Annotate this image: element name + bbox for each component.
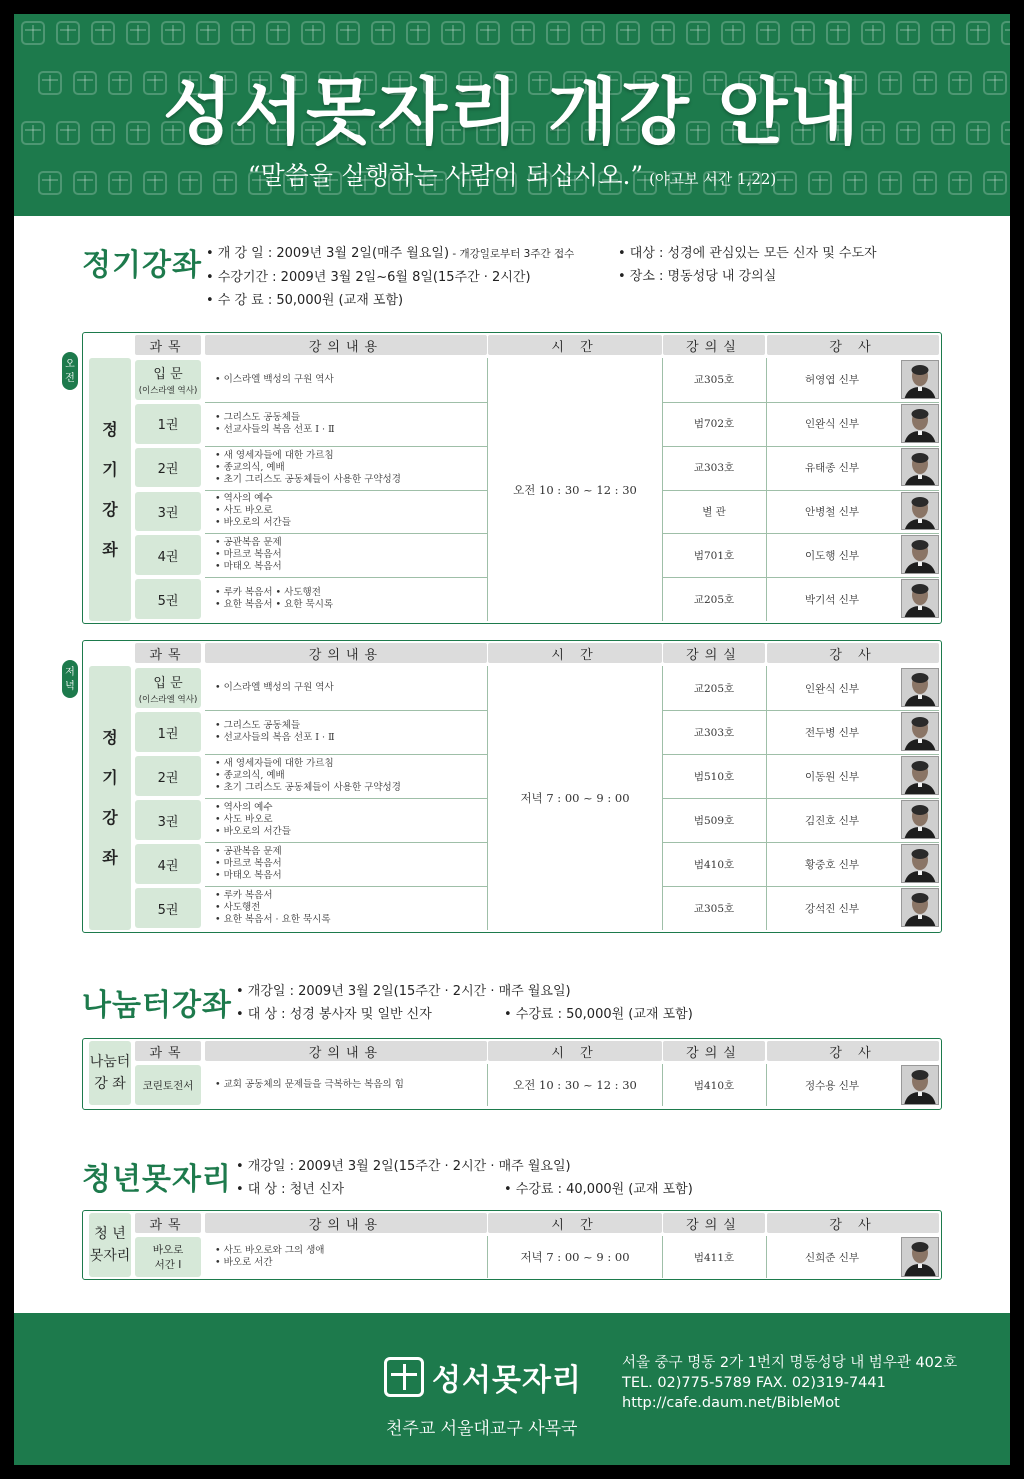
- person-portrait-icon: [902, 1066, 938, 1105]
- lecture-content: [205, 1236, 487, 1278]
- teacher-photo: [901, 1065, 939, 1105]
- pattern-cross-icon: [547, 22, 569, 44]
- subject-label: [135, 1237, 201, 1277]
- person-portrait-icon: [902, 845, 938, 883]
- content-line: • 공관복음 문제: [215, 537, 282, 549]
- column-divider: [766, 1236, 767, 1278]
- pattern-cross-icon: [617, 22, 639, 44]
- content-line: • 사도행전: [215, 902, 261, 913]
- page-title: 성서못자리 개강 안내: [162, 70, 862, 154]
- pattern-cross-icon: [372, 22, 394, 44]
- teacher-name: 정수용 신부: [804, 1079, 860, 1092]
- regular-course-title: 정기강좌: [82, 248, 202, 283]
- column-header-content: 강의내용: [205, 1213, 487, 1233]
- class-time: 오전 10 : 30 ~ 12 : 30: [513, 482, 637, 497]
- evening-tab-char: 녁: [65, 681, 75, 692]
- course-label: [89, 1213, 131, 1277]
- classroom: 교305호: [693, 902, 735, 915]
- organization-name: 천주교 서울대교구 사목국: [386, 1419, 578, 1439]
- footer: [14, 1313, 1010, 1465]
- content-line: • 종교의식, 예배: [215, 461, 285, 473]
- person-portrait-icon: [902, 580, 938, 618]
- subject-name: 4권: [157, 549, 179, 565]
- content-line: • 사도 바오로: [215, 814, 273, 825]
- regular-opening: • 개 강 일 : 2009년 3월 2일(매주 월요일): [206, 246, 450, 261]
- content-line: • 요한 복음서 · 요한 묵시록: [215, 914, 331, 925]
- column-header-teacher: 강 사: [767, 643, 939, 663]
- subject-label: [135, 492, 201, 532]
- youth-schedule-table: [82, 1210, 942, 1280]
- evening-schedule-table: [82, 640, 942, 933]
- row-divider: [663, 446, 939, 447]
- column-divider: [766, 1064, 767, 1106]
- row-divider: [663, 490, 939, 491]
- subject-name: 입 문: [153, 675, 183, 691]
- poster: [14, 14, 1010, 1465]
- content-line: • 공관복음 문제: [215, 846, 282, 857]
- subject-label: [135, 448, 201, 488]
- regular-info-right: [618, 242, 877, 288]
- nanum-course-title: 나눔터강좌: [82, 988, 232, 1023]
- pattern-cross-icon: [512, 22, 534, 44]
- subject-name: 2권: [157, 770, 179, 786]
- column-header-room: 강의실: [663, 643, 765, 663]
- pattern-cross-icon: [127, 22, 149, 44]
- lecture-content: [205, 666, 487, 710]
- nanum-fee: • 수강료 : 50,000원 (교재 포함): [504, 1007, 693, 1022]
- lecture-content: [205, 358, 487, 402]
- classroom: 교303호: [693, 726, 735, 739]
- content-line: • 루카 복음서 • 사도행전: [215, 587, 321, 599]
- column-header-subject: 과목: [135, 1213, 201, 1233]
- pattern-cross-icon: [897, 22, 919, 44]
- column-header-teacher: 강 사: [767, 1213, 939, 1233]
- course-label-line: 못자리: [89, 1248, 131, 1264]
- lecture-content: [205, 446, 487, 490]
- person-portrait-icon: [902, 1238, 938, 1277]
- youth-fee: • 수강료 : 40,000원 (교재 포함): [504, 1182, 693, 1197]
- website-link[interactable]: http://cafe.daum.net/BibleMot: [622, 1395, 840, 1411]
- pattern-cross-icon: [302, 22, 324, 44]
- pattern-cross-icon: [1002, 22, 1010, 44]
- subject-label: [135, 360, 201, 400]
- teacher-photo: [901, 800, 939, 839]
- evening-tab: [62, 660, 78, 698]
- person-portrait-icon: [902, 405, 938, 443]
- content-line: • 그리스도 공동체들: [215, 720, 301, 731]
- teacher-name: 황중호 신부: [804, 858, 860, 871]
- row-divider: [205, 490, 487, 491]
- content-line: • 마태오 복음서: [215, 870, 282, 881]
- subject-label: [135, 844, 201, 884]
- row-divider: [663, 710, 939, 711]
- row-divider: [205, 710, 487, 711]
- content-line: • 이스라엘 백성의 구원 역사: [215, 682, 334, 693]
- column-header-teacher: 강 사: [767, 1041, 939, 1061]
- content-line: • 바오로의 서간들: [215, 826, 291, 837]
- column-divider: [487, 1064, 488, 1106]
- classroom: 범702호: [693, 418, 735, 431]
- classroom: 범509호: [693, 814, 735, 827]
- course-label-line: 청 년: [94, 1226, 126, 1242]
- regular-opening-note: - 개강일로부터 3주간 접수: [449, 248, 575, 260]
- subject-name-line2: 서간 I: [154, 1259, 182, 1271]
- content-line: • 그리스도 공동체들: [215, 411, 301, 423]
- lecture-content: [205, 798, 487, 842]
- column-divider: [662, 1236, 663, 1278]
- content-line: • 선교사들의 복음 선포 Ⅰ · Ⅱ: [215, 732, 335, 743]
- class-time: 저녁 7 : 00 ~ 9 : 00: [520, 1250, 630, 1264]
- teacher-photo: [901, 1237, 939, 1277]
- column-divider: [487, 666, 488, 930]
- pattern-cross-icon: [582, 22, 604, 44]
- content-line: • 마르코 복음서: [215, 858, 282, 869]
- pattern-cross-icon: [92, 22, 114, 44]
- bible-cross-icon: [384, 1357, 424, 1397]
- column-header-content: 강의내용: [205, 643, 487, 663]
- teacher-photo: [901, 535, 939, 574]
- pattern-cross-icon: [967, 22, 989, 44]
- row-divider: [663, 577, 939, 578]
- content-line: • 새 영세자들에 대한 가르침: [215, 449, 334, 461]
- subject-name: 코린토전서: [142, 1079, 194, 1092]
- pattern-cross-icon: [197, 22, 219, 44]
- column-divider: [487, 358, 488, 621]
- lecture-content: [205, 1064, 487, 1106]
- subject-label: [135, 579, 201, 619]
- class-time: 오전 10 : 30 ~ 12 : 30: [513, 1078, 637, 1092]
- content-line: • 선교사들의 복음 선포 Ⅰ · Ⅱ: [215, 423, 335, 435]
- content-line: • 마르코 복음서: [215, 549, 282, 561]
- column-header-room: 강의실: [663, 1041, 765, 1061]
- subject-name: 2권: [157, 462, 179, 478]
- quote-text: “말씀을 실행하는 사람이 되십시오.”: [247, 161, 644, 190]
- teacher-name: 유태종 신부: [804, 462, 860, 475]
- classroom: 범701호: [693, 549, 735, 562]
- subject-name: 5권: [157, 593, 179, 609]
- subject-name: 1권: [157, 418, 179, 434]
- content-line: • 종교의식, 예배: [215, 770, 285, 781]
- teacher-photo: [901, 888, 939, 927]
- classroom: 교303호: [693, 462, 735, 475]
- address: 서울 중구 명동 2가 1번지 명동성당 내 범우관 402호: [622, 1355, 958, 1371]
- youth-target: • 대 상 : 청년 신자: [236, 1182, 345, 1197]
- subject-name: 바오로: [152, 1244, 184, 1256]
- subject-name: 입 문: [153, 367, 183, 383]
- classroom: 범411호: [693, 1251, 735, 1264]
- row-divider: [663, 402, 939, 403]
- person-portrait-icon: [902, 493, 938, 531]
- classroom: 별 관: [702, 505, 726, 518]
- content-line: • 바오로의 서간들: [215, 517, 291, 529]
- classroom: 범510호: [693, 770, 735, 783]
- course-label-line: 강 좌: [94, 1076, 126, 1092]
- nanum-target: • 대 상 : 성경 봉사자 및 일반 신자: [236, 1007, 432, 1022]
- column-divider: [487, 1236, 488, 1278]
- nanum-schedule-table: [82, 1038, 942, 1110]
- teacher-photo: [901, 579, 939, 618]
- classroom: 범410호: [693, 1079, 735, 1092]
- scripture-quote: [14, 156, 1010, 192]
- row-divider: [663, 754, 939, 755]
- person-portrait-icon: [902, 361, 938, 399]
- evening-tab-char: 저: [65, 667, 75, 678]
- vertical-char: 정: [102, 419, 118, 439]
- column-header-teacher: 강 사: [767, 335, 939, 355]
- teacher-photo: [901, 404, 939, 443]
- column-divider: [662, 358, 663, 621]
- teacher-name: 신희준 신부: [804, 1251, 860, 1264]
- regular-place: • 장소 : 명동성당 내 강의실: [618, 269, 777, 284]
- vertical-char: 정: [102, 728, 118, 747]
- logo-text: 성서못자리: [432, 1363, 582, 1398]
- content-line: • 요한 복음서 • 요한 묵시록: [215, 599, 334, 611]
- person-portrait-icon: [902, 757, 938, 795]
- subject-name: 4권: [157, 858, 179, 874]
- phone-fax: TEL. 02)775-5789 FAX. 02)319-7441: [622, 1375, 886, 1391]
- content-line: • 사도 바오로: [215, 505, 273, 517]
- row-divider: [663, 886, 939, 887]
- vertical-course-label: [89, 666, 131, 930]
- pattern-cross-icon: [407, 22, 429, 44]
- subject-subtitle: (이스라엘 역사): [138, 694, 198, 705]
- vertical-char: 좌: [102, 539, 118, 559]
- contact-info: [622, 1353, 957, 1413]
- teacher-photo: [901, 492, 939, 531]
- regular-target: • 대상 : 성경에 관심있는 모든 신자 및 수도자: [618, 246, 877, 261]
- classroom: 교205호: [693, 682, 735, 695]
- row-divider: [205, 533, 487, 534]
- content-line: • 교회 공동체의 문제들을 극복하는 복음의 힘: [215, 1079, 404, 1090]
- pattern-cross-icon: [687, 22, 709, 44]
- row-divider: [205, 754, 487, 755]
- column-header-time: 시 간: [488, 1213, 662, 1233]
- pattern-cross-icon: [22, 22, 44, 44]
- lecture-content: [205, 490, 487, 534]
- subject-label: [135, 712, 201, 752]
- vertical-char: 강: [102, 499, 118, 519]
- classroom: 교205호: [693, 593, 735, 606]
- row-divider: [205, 577, 487, 578]
- pattern-cross-icon: [232, 22, 254, 44]
- column-header-subject: 과목: [135, 1041, 201, 1061]
- teacher-photo: [901, 712, 939, 751]
- teacher-photo: [901, 668, 939, 707]
- lecture-content: [205, 577, 487, 621]
- column-divider: [662, 666, 663, 930]
- subject-subtitle: (이스라엘 역사): [138, 386, 198, 397]
- column-header-time: 시 간: [488, 1041, 662, 1061]
- subject-name: 3권: [157, 505, 179, 521]
- row-divider: [663, 798, 939, 799]
- pattern-cross-icon: [757, 22, 779, 44]
- pattern-cross-icon: [792, 22, 814, 44]
- row-divider: [205, 798, 487, 799]
- teacher-name: 이동원 신부: [804, 770, 860, 783]
- teacher-name: 허영엽 신부: [804, 374, 860, 387]
- column-header-room: 강의실: [663, 1213, 765, 1233]
- content-line: • 새 영세자들에 대한 가르침: [215, 758, 334, 769]
- content-line: • 역사의 예수: [215, 802, 273, 813]
- column-header-room: 강의실: [663, 335, 765, 355]
- row-divider: [205, 446, 487, 447]
- subject-name: 1권: [157, 726, 179, 742]
- morning-tab: [62, 352, 78, 390]
- subject-label: [135, 668, 201, 708]
- class-time: 저녁 7 : 00 ~ 9 : 00: [520, 791, 630, 805]
- teacher-name: 전두병 신부: [804, 726, 860, 739]
- classroom: 범410호: [693, 858, 735, 871]
- teacher-photo: [901, 844, 939, 883]
- person-portrait-icon: [902, 669, 938, 707]
- classroom: 교305호: [693, 374, 735, 387]
- column-divider: [766, 666, 767, 930]
- column-header-content: 강의내용: [205, 335, 487, 355]
- row-divider: [205, 402, 487, 403]
- person-portrait-icon: [902, 536, 938, 574]
- pattern-cross-icon: [477, 22, 499, 44]
- content-line: • 사도 바오로와 그의 생애: [215, 1245, 325, 1256]
- subject-label: [135, 888, 201, 928]
- morning-schedule-table: [82, 332, 942, 624]
- subject-label: [135, 1065, 201, 1105]
- lecture-content: [205, 886, 487, 930]
- row-divider: [663, 842, 939, 843]
- row-divider: [663, 533, 939, 534]
- logo: [384, 1355, 582, 1399]
- vertical-course-label: [89, 358, 131, 621]
- teacher-name: 박기석 신부: [804, 593, 860, 606]
- regular-info-left: [206, 242, 574, 312]
- person-portrait-icon: [902, 449, 938, 487]
- youth-opening: • 개강일 : 2009년 3월 2일(15주간 · 2시간 · 매주 월요일): [236, 1159, 571, 1174]
- youth-course-title: 청년못자리: [82, 1162, 232, 1197]
- teacher-name: 안병철 신부: [804, 505, 860, 518]
- teacher-photo: [901, 360, 939, 399]
- row-divider: [205, 842, 487, 843]
- pattern-cross-icon: [827, 22, 849, 44]
- regular-fee: • 수 강 료 : 50,000원 (교재 포함): [206, 293, 404, 308]
- pattern-cross-icon: [337, 22, 359, 44]
- pattern-cross-icon: [932, 22, 954, 44]
- column-header-content: 강의내용: [205, 1041, 487, 1061]
- vertical-char: 강: [102, 808, 118, 827]
- lecture-content: [205, 754, 487, 798]
- person-portrait-icon: [902, 713, 938, 751]
- content-line: • 바오로 서간: [215, 1257, 273, 1268]
- content-line: • 초기 그리스도 공동체들이 사용한 구약성경: [215, 782, 401, 793]
- column-header-subject: 과목: [135, 643, 201, 663]
- column-header-subject: 과목: [135, 335, 201, 355]
- pattern-cross-icon: [722, 22, 744, 44]
- person-portrait-icon: [902, 889, 938, 927]
- column-divider: [766, 358, 767, 621]
- column-header-time: 시 간: [488, 335, 662, 355]
- pattern-cross-icon: [57, 22, 79, 44]
- teacher-name: 인완식 신부: [804, 682, 860, 695]
- column-divider: [662, 1064, 663, 1106]
- nanum-opening: • 개강일 : 2009년 3월 2일(15주간 · 2시간 · 매주 월요일): [236, 984, 571, 999]
- morning-tab-char: 전: [65, 373, 75, 384]
- course-label: [89, 1041, 131, 1105]
- content-line: • 역사의 예수: [215, 493, 273, 505]
- subject-label: [135, 535, 201, 575]
- pattern-cross-icon: [652, 22, 674, 44]
- content-line: • 루카 복음서: [215, 890, 273, 901]
- pattern-cross-icon: [442, 22, 464, 44]
- lecture-content: [205, 402, 487, 446]
- header-banner: [14, 14, 1010, 216]
- regular-period: • 수강기간 : 2009년 3월 2일~6월 8일(15주간 · 2시간): [206, 270, 531, 285]
- quote-reference: (야고보 서간 1,22): [649, 170, 777, 188]
- content-line: • 초기 그리스도 공동체들이 사용한 구약성경: [215, 473, 401, 485]
- lecture-content: [205, 842, 487, 886]
- pattern-cross-icon: [162, 22, 184, 44]
- subject-label: [135, 800, 201, 840]
- subject-name: 3권: [157, 814, 179, 830]
- course-label-line: 나눔터: [89, 1054, 131, 1070]
- subject-label: [135, 404, 201, 444]
- vertical-char: 좌: [102, 848, 118, 867]
- vertical-char: 기: [102, 768, 118, 787]
- teacher-name: 이도행 신부: [804, 549, 860, 562]
- morning-tab-char: 오: [65, 359, 75, 370]
- subject-name: 5권: [157, 902, 179, 918]
- subject-label: [135, 756, 201, 796]
- lecture-content: [205, 710, 487, 754]
- pattern-cross-icon: [267, 22, 289, 44]
- pattern-cross-icon: [862, 22, 884, 44]
- teacher-name: 강석진 신부: [804, 902, 860, 915]
- person-portrait-icon: [902, 801, 938, 839]
- lecture-content: [205, 533, 487, 577]
- row-divider: [205, 886, 487, 887]
- content-line: • 이스라엘 백성의 구원 역사: [215, 373, 334, 385]
- content-line: • 마태오 복음서: [215, 561, 282, 573]
- vertical-char: 기: [102, 459, 118, 479]
- teacher-name: 인완식 신부: [804, 418, 860, 431]
- column-header-time: 시 간: [488, 643, 662, 663]
- teacher-photo: [901, 448, 939, 487]
- teacher-photo: [901, 756, 939, 795]
- teacher-name: 김진호 신부: [804, 814, 860, 827]
